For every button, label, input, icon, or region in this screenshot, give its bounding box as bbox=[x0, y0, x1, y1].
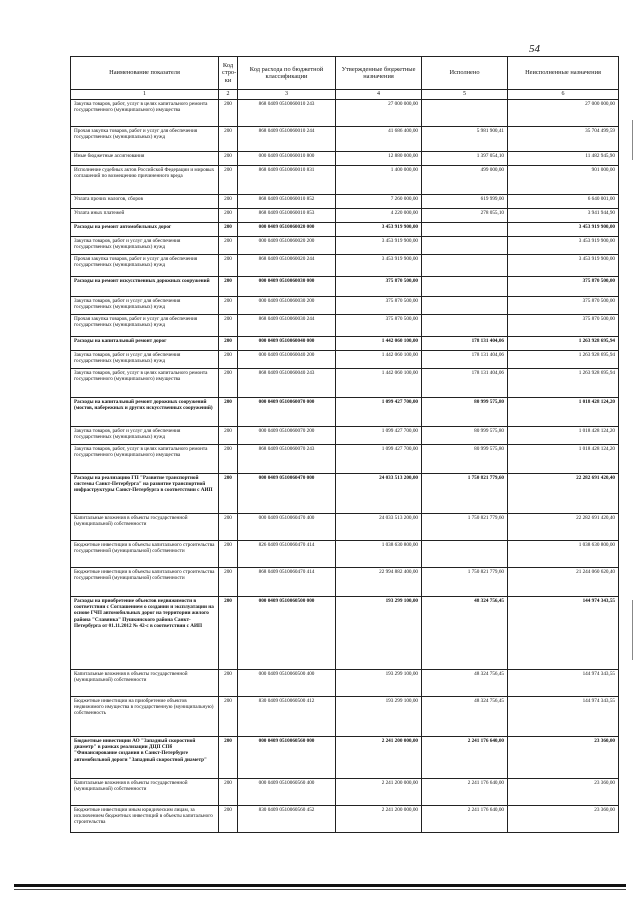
table-row bbox=[71, 445, 619, 474]
row-executed-amount: 619 999,00 bbox=[422, 195, 508, 209]
row-approved-amount: 7 260 000,00 bbox=[336, 195, 422, 209]
row-executed-amount: 178 131 404,06 bbox=[422, 369, 508, 398]
row-approved-amount: 193 299 100,00 bbox=[336, 697, 422, 737]
row-classification-code: 000 0409 0510060470 400 bbox=[238, 514, 336, 541]
row-approved-amount: 41 686 400,00 bbox=[336, 127, 422, 152]
row-classification-code: 000 0409 0510060020 000 bbox=[238, 223, 336, 237]
row-remaining-amount: 35 704 499,59 bbox=[508, 127, 619, 152]
row-line-code: 200 bbox=[219, 277, 238, 297]
row-remaining-amount: 375 870 500,00 bbox=[508, 297, 619, 315]
row-indicator-name: Закупка товаров, работ, услуг в целях капитального ремонта государственного (муниципального) имущества bbox=[71, 369, 219, 398]
scan-edge-mark bbox=[632, 120, 633, 160]
row-approved-amount: 1 442 060 100,00 bbox=[336, 337, 422, 351]
row-executed-amount bbox=[422, 315, 508, 337]
row-indicator-name: Расходы на ремонт автомобильных дорог bbox=[71, 223, 219, 237]
row-executed-amount: 2 241 176 640,00 bbox=[422, 779, 508, 806]
table-header-row bbox=[71, 57, 619, 90]
row-indicator-name: Расходы на капитальный ремонт дорожных сооружений (мостов, набережных и других искусственных сооружений) bbox=[71, 398, 219, 427]
column-number: 6 bbox=[508, 90, 619, 100]
row-executed-amount: 178 131 404,06 bbox=[422, 337, 508, 351]
row-classification-code: 000 0409 0510060040 200 bbox=[238, 351, 336, 369]
row-approved-amount: 375 870 500,00 bbox=[336, 297, 422, 315]
row-line-code: 200 bbox=[219, 541, 238, 568]
table-row bbox=[71, 297, 619, 315]
row-executed-amount: 1 750 821 779,60 bbox=[422, 568, 508, 597]
row-approved-amount: 3 453 919 900,00 bbox=[336, 223, 422, 237]
column-number-row bbox=[71, 90, 619, 100]
row-approved-amount: 1 038 630 800,00 bbox=[336, 541, 422, 568]
row-executed-amount: 499 000,00 bbox=[422, 166, 508, 195]
row-remaining-amount: 375 870 500,00 bbox=[508, 315, 619, 337]
scan-bottom-border bbox=[14, 889, 626, 890]
row-indicator-name: Расходы на ремонт искусственных дорожных сооружений bbox=[71, 277, 219, 297]
row-executed-amount: 1 397 054,10 bbox=[422, 152, 508, 166]
row-approved-amount: 2 241 200 000,00 bbox=[336, 806, 422, 833]
row-executed-amount bbox=[422, 255, 508, 277]
row-executed-amount: 80 999 575,80 bbox=[422, 427, 508, 445]
table-row bbox=[71, 337, 619, 351]
budget-execution-table bbox=[70, 56, 619, 833]
row-remaining-amount: 3 453 919 900,00 bbox=[508, 237, 619, 255]
table-row bbox=[71, 152, 619, 166]
row-executed-amount: 1 750 821 779,60 bbox=[422, 474, 508, 514]
row-indicator-name: Иные бюджетные ассигнования bbox=[71, 152, 219, 166]
row-approved-amount: 24 033 513 200,00 bbox=[336, 474, 422, 514]
row-line-code: 200 bbox=[219, 127, 238, 152]
row-remaining-amount: 1 263 928 695,94 bbox=[508, 369, 619, 398]
row-classification-code: 000 0409 0510060070 200 bbox=[238, 427, 336, 445]
row-indicator-name: Закупка товаров, работ и услуг для обеспечения государственных (муниципальных) нужд bbox=[71, 351, 219, 369]
row-line-code: 200 bbox=[219, 597, 238, 670]
row-indicator-name: Бюджетные инвестиции в объекты капитального строительства государственной (муниципальной) собственности bbox=[71, 541, 219, 568]
row-executed-amount: 80 999 575,80 bbox=[422, 445, 508, 474]
row-remaining-amount: 1 263 928 695,94 bbox=[508, 351, 619, 369]
row-approved-amount: 4 220 000,00 bbox=[336, 209, 422, 223]
row-executed-amount: 178 131 404,06 bbox=[422, 351, 508, 369]
row-indicator-name: Расходы на реализацию ГП "Развитие транспортной системы Санкт-Петербурга" на развитие транспортной инфраструктуры Санкт-Петербурга в соответствии с АИП bbox=[71, 474, 219, 514]
row-approved-amount: 1 442 060 100,00 bbox=[336, 369, 422, 398]
row-line-code: 200 bbox=[219, 445, 238, 474]
row-indicator-name: Капитальные вложения в объекты государственной (муниципальной) собственности bbox=[71, 670, 219, 697]
row-indicator-name: Бюджетные инвестиции в объекты капитального строительства государственной (муниципальной) собственности bbox=[71, 568, 219, 597]
row-classification-code: 868 0409 0510060030 244 bbox=[238, 315, 336, 337]
row-line-code: 200 bbox=[219, 427, 238, 445]
column-number: 2 bbox=[219, 90, 238, 100]
table-row bbox=[71, 806, 619, 833]
table-row bbox=[71, 315, 619, 337]
row-executed-amount bbox=[422, 541, 508, 568]
row-indicator-name: Закупка товаров, работ и услуг для обеспечения государственных (муниципальных) нужд bbox=[71, 297, 219, 315]
table-row bbox=[71, 568, 619, 597]
table-row bbox=[71, 737, 619, 779]
row-indicator-name: Закупка товаров, работ, услуг в целях капитального ремонта государственного (муниципального) имущества bbox=[71, 100, 219, 127]
row-line-code: 200 bbox=[219, 237, 238, 255]
row-classification-code: 000 0409 0510060500 000 bbox=[238, 597, 336, 670]
row-approved-amount: 1 400 000,00 bbox=[336, 166, 422, 195]
row-remaining-amount: 1 018 428 124,20 bbox=[508, 427, 619, 445]
table-row bbox=[71, 351, 619, 369]
row-approved-amount: 3 453 919 900,00 bbox=[336, 255, 422, 277]
row-remaining-amount: 901 000,00 bbox=[508, 166, 619, 195]
table-row bbox=[71, 514, 619, 541]
table-row bbox=[71, 369, 619, 398]
row-indicator-name: Уплата прочих налогов, сборов bbox=[71, 195, 219, 209]
row-line-code: 200 bbox=[219, 514, 238, 541]
row-remaining-amount: 144 974 343,55 bbox=[508, 697, 619, 737]
row-line-code: 200 bbox=[219, 737, 238, 779]
row-line-code: 200 bbox=[219, 255, 238, 277]
header-executed: Исполнено bbox=[422, 57, 508, 90]
row-classification-code: 000 0409 0510060010 800 bbox=[238, 152, 336, 166]
row-indicator-name: Прочая закупка товаров, работ и услуг для обеспечения государственных (муниципальных) нужд bbox=[71, 127, 219, 152]
row-remaining-amount: 375 870 500,00 bbox=[508, 277, 619, 297]
row-indicator-name: Бюджетные инвестиции АО "Западный скоростной диаметр" в рамках реализации ДЦП СПб "Финансирование создания в Санкт-Петербурге автомобильной дороги "Западный скоростной диаметр" bbox=[71, 737, 219, 779]
row-approved-amount: 12 880 000,00 bbox=[336, 152, 422, 166]
table-row bbox=[71, 541, 619, 568]
row-approved-amount: 1 099 427 700,00 bbox=[336, 427, 422, 445]
row-line-code: 200 bbox=[219, 474, 238, 514]
row-indicator-name: Закупка товаров, работ, услуг в целях капитального ремонта государственного (муниципального) имущества bbox=[71, 445, 219, 474]
row-remaining-amount: 1 038 630 800,00 bbox=[508, 541, 619, 568]
row-approved-amount: 1 442 060 100,00 bbox=[336, 351, 422, 369]
row-line-code: 200 bbox=[219, 806, 238, 833]
row-remaining-amount: 3 941 944,90 bbox=[508, 209, 619, 223]
row-approved-amount: 2 241 200 000,00 bbox=[336, 737, 422, 779]
row-classification-code: 000 0409 0510060470 000 bbox=[238, 474, 336, 514]
row-remaining-amount: 23 360,00 bbox=[508, 779, 619, 806]
row-remaining-amount: 11 482 945,90 bbox=[508, 152, 619, 166]
row-classification-code: 868 0409 0510060470 414 bbox=[238, 568, 336, 597]
row-line-code: 200 bbox=[219, 568, 238, 597]
row-classification-code: 868 0409 0510060010 243 bbox=[238, 100, 336, 127]
row-classification-code: 830 0409 0510060560 452 bbox=[238, 806, 336, 833]
row-indicator-name: Уплата иных платежей bbox=[71, 209, 219, 223]
row-approved-amount: 3 453 919 900,00 bbox=[336, 237, 422, 255]
header-line-code: Код стро-ки bbox=[219, 57, 238, 90]
row-classification-code: 830 0409 0510060500 412 bbox=[238, 697, 336, 737]
row-line-code: 200 bbox=[219, 152, 238, 166]
row-remaining-amount: 144 974 343,55 bbox=[508, 597, 619, 670]
row-executed-amount bbox=[422, 277, 508, 297]
row-approved-amount: 375 870 500,00 bbox=[336, 315, 422, 337]
row-approved-amount: 193 299 100,00 bbox=[336, 597, 422, 670]
row-executed-amount: 5 981 900,41 bbox=[422, 127, 508, 152]
row-executed-amount bbox=[422, 237, 508, 255]
row-line-code: 200 bbox=[219, 670, 238, 697]
row-line-code: 200 bbox=[219, 195, 238, 209]
row-line-code: 200 bbox=[219, 100, 238, 127]
row-classification-code: 868 0409 0510060010 852 bbox=[238, 195, 336, 209]
row-classification-code: 826 0409 0510060470 414 bbox=[238, 541, 336, 568]
row-classification-code: 868 0409 0510060010 244 bbox=[238, 127, 336, 152]
row-classification-code: 000 0409 0510060030 200 bbox=[238, 297, 336, 315]
table-row bbox=[71, 166, 619, 195]
column-number: 1 bbox=[71, 90, 219, 100]
header-budget-classification-code: Код расхода по бюджетной классификации bbox=[238, 57, 336, 90]
table-row bbox=[71, 474, 619, 514]
table-row bbox=[71, 255, 619, 277]
table-row bbox=[71, 427, 619, 445]
row-approved-amount: 193 299 100,00 bbox=[336, 670, 422, 697]
row-executed-amount bbox=[422, 297, 508, 315]
row-classification-code: 868 0409 0510060070 243 bbox=[238, 445, 336, 474]
row-classification-code: 000 0409 0510060030 000 bbox=[238, 277, 336, 297]
row-remaining-amount: 21 244 060 620,40 bbox=[508, 568, 619, 597]
row-executed-amount: 1 750 821 779,60 bbox=[422, 514, 508, 541]
row-executed-amount: 2 241 176 640,00 bbox=[422, 806, 508, 833]
table-row bbox=[71, 779, 619, 806]
row-executed-amount bbox=[422, 223, 508, 237]
row-executed-amount: 48 324 756,45 bbox=[422, 597, 508, 670]
row-approved-amount: 24 033 513 200,00 bbox=[336, 514, 422, 541]
row-remaining-amount: 3 453 919 900,00 bbox=[508, 223, 619, 237]
row-executed-amount: 80 999 575,80 bbox=[422, 398, 508, 427]
row-line-code: 200 bbox=[219, 223, 238, 237]
table-row bbox=[71, 597, 619, 670]
table-row bbox=[71, 398, 619, 427]
row-indicator-name: Расходы на приобретение объектов недвижимости в соответствии с Соглашением о создании и эксплуатации на основе ГЧП автомобильных дорог на территории жилого района "Славянка" Пушкинского района Санкт-Петербурга от 01.11.2012 № 42-с в соответствии с АИП bbox=[71, 597, 219, 670]
table-row bbox=[71, 277, 619, 297]
row-indicator-name: Бюджетные инвестиции на приобретение объектов недвижимого имущества в государственную (муниципальную) собственность bbox=[71, 697, 219, 737]
row-indicator-name: Прочая закупка товаров, работ и услуг для обеспечения государственных (муниципальных) нужд bbox=[71, 255, 219, 277]
table-row bbox=[71, 209, 619, 223]
row-indicator-name: Исполнение судебных актов Российской Федерации и мировых соглашений по возмещению причиненного вреда bbox=[71, 166, 219, 195]
row-remaining-amount: 23 360,00 bbox=[508, 737, 619, 779]
header-approved: Утвержденные бюджетные назначения bbox=[336, 57, 422, 90]
row-indicator-name: Капитальные вложения в объекты государственной (муниципальной) собственности bbox=[71, 779, 219, 806]
row-line-code: 200 bbox=[219, 337, 238, 351]
table-row bbox=[71, 670, 619, 697]
row-remaining-amount: 22 282 691 420,40 bbox=[508, 514, 619, 541]
row-indicator-name: Прочая закупка товаров, работ и услуг для обеспечения государственных (муниципальных) нужд bbox=[71, 315, 219, 337]
row-line-code: 200 bbox=[219, 369, 238, 398]
column-number: 3 bbox=[238, 90, 336, 100]
table-row bbox=[71, 237, 619, 255]
row-indicator-name: Закупка товаров, работ и услуг для обеспечения государственных (муниципальных) нужд bbox=[71, 427, 219, 445]
row-line-code: 200 bbox=[219, 297, 238, 315]
row-indicator-name: Расходы на капитальный ремонт дорог bbox=[71, 337, 219, 351]
row-classification-code: 868 0409 0510060020 244 bbox=[238, 255, 336, 277]
table-row bbox=[71, 100, 619, 127]
table-row bbox=[71, 223, 619, 237]
row-executed-amount: 278 055,10 bbox=[422, 209, 508, 223]
row-remaining-amount: 27 000 000,00 bbox=[508, 100, 619, 127]
row-line-code: 200 bbox=[219, 779, 238, 806]
table-row bbox=[71, 195, 619, 209]
row-remaining-amount: 6 640 001,00 bbox=[508, 195, 619, 209]
row-remaining-amount: 22 282 691 420,40 bbox=[508, 474, 619, 514]
row-approved-amount: 22 994 882 400,00 bbox=[336, 568, 422, 597]
row-approved-amount: 375 870 500,00 bbox=[336, 277, 422, 297]
row-indicator-name: Бюджетные инвестиции иным юридическим лицам, за исключением бюджетных инвестиций в объекты капитального строительства bbox=[71, 806, 219, 833]
table-row bbox=[71, 127, 619, 152]
row-classification-code: 868 0409 0510060010 831 bbox=[238, 166, 336, 195]
table-row bbox=[71, 697, 619, 737]
column-number: 4 bbox=[336, 90, 422, 100]
row-classification-code: 000 0409 0510060040 000 bbox=[238, 337, 336, 351]
row-executed-amount: 48 324 756,45 bbox=[422, 697, 508, 737]
column-number: 5 bbox=[422, 90, 508, 100]
row-approved-amount: 27 000 000,00 bbox=[336, 100, 422, 127]
page-number: 54 bbox=[529, 43, 540, 55]
row-executed-amount: 2 241 176 640,00 bbox=[422, 737, 508, 779]
row-line-code: 200 bbox=[219, 697, 238, 737]
row-indicator-name: Капитальные вложения в объекты государственной (муниципальной) собственности bbox=[71, 514, 219, 541]
row-remaining-amount: 1 018 428 124,20 bbox=[508, 445, 619, 474]
row-approved-amount: 1 099 427 700,00 bbox=[336, 398, 422, 427]
row-line-code: 200 bbox=[219, 351, 238, 369]
row-line-code: 200 bbox=[219, 209, 238, 223]
row-classification-code: 000 0409 0510060560 000 bbox=[238, 737, 336, 779]
row-remaining-amount: 144 974 343,55 bbox=[508, 670, 619, 697]
row-classification-code: 000 0409 0510060500 400 bbox=[238, 670, 336, 697]
row-remaining-amount: 3 453 919 900,00 bbox=[508, 255, 619, 277]
row-indicator-name: Закупка товаров, работ и услуг для обеспечения государственных (муниципальных) нужд bbox=[71, 237, 219, 255]
row-classification-code: 000 0409 0510060560 400 bbox=[238, 779, 336, 806]
row-executed-amount: 48 324 756,45 bbox=[422, 670, 508, 697]
row-line-code: 200 bbox=[219, 166, 238, 195]
row-line-code: 200 bbox=[219, 398, 238, 427]
row-approved-amount: 1 099 427 700,00 bbox=[336, 445, 422, 474]
row-remaining-amount: 1 018 428 124,20 bbox=[508, 398, 619, 427]
scan-bottom-border bbox=[14, 884, 626, 887]
row-approved-amount: 2 241 200 000,00 bbox=[336, 779, 422, 806]
header-remaining: Неисполненные назначения bbox=[508, 57, 619, 90]
row-remaining-amount: 23 360,00 bbox=[508, 806, 619, 833]
row-executed-amount bbox=[422, 100, 508, 127]
row-classification-code: 868 0409 0510060010 853 bbox=[238, 209, 336, 223]
row-classification-code: 000 0409 0510060020 200 bbox=[238, 237, 336, 255]
row-remaining-amount: 1 263 928 695,94 bbox=[508, 337, 619, 351]
scan-edge-mark bbox=[632, 600, 633, 660]
row-line-code: 200 bbox=[219, 315, 238, 337]
header-indicator-name: Наименование показателя bbox=[71, 57, 219, 90]
row-classification-code: 000 0409 0510060070 000 bbox=[238, 398, 336, 427]
row-classification-code: 868 0409 0510060040 243 bbox=[238, 369, 336, 398]
